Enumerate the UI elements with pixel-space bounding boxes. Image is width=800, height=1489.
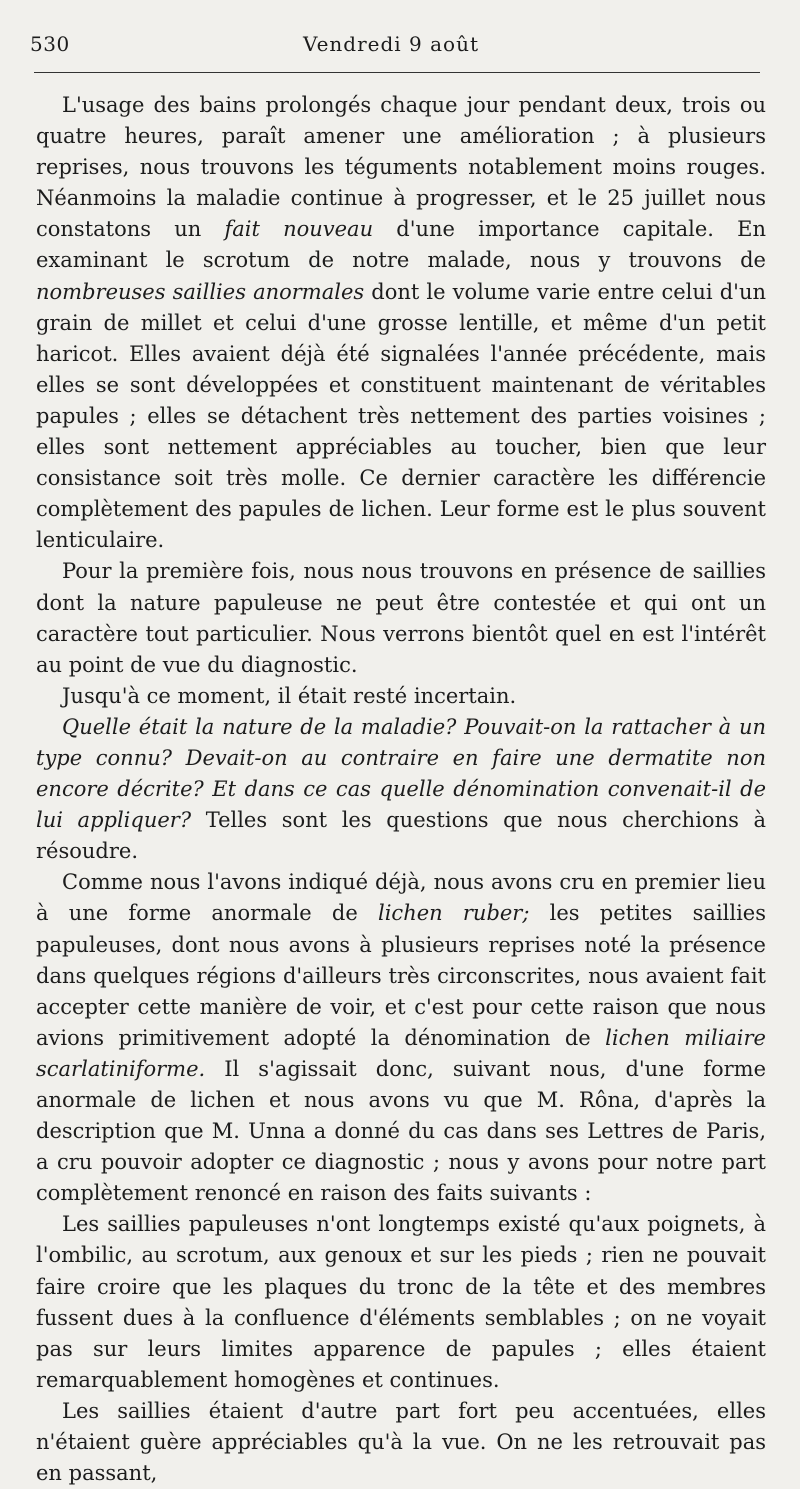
text-run: Jusqu'à ce moment, il était resté incertain.	[62, 683, 517, 708]
text-run: les petites saillies papuleuses, dont nous avons à plusieurs reprises noté la présence dans quelques régions d'ailleurs très circonscrites, nous avaient fait accepter cette manière de voir, et c'est pour cette raison que nous avions primitivement adopté la dénomination de	[36, 901, 767, 1050]
text-run: dont le volume varie entre celui d'un grain de millet et celui d'une grosse lentille, et même d'un petit haricot. Elles avaient déjà été signalées l'année précédente, mais elles se sont développées et constituent maintenant de véritables papules ; elles se détachent très nettement des parties voisines ; elles sont nettement appréciables au toucher, bien que leur consistance soit très molle. Ce dernier caractère les différencie complètement des papules de lichen. Leur forme est le plus souvent lenticulaire.	[36, 279, 766, 553]
emphasis: lichen miliaire scarlatiniforme.	[36, 1025, 766, 1081]
text-run: Pour la première fois, nous nous trouvons en présence de saillies dont la nature papuleuse ne peut être contestée et qui ont un caractère tout particulier. Nous verrons bientôt quel en est l'intérêt au point de vue du diagnostic.	[36, 559, 766, 677]
text-run: Il s'agissait donc, suivant nous, d'une forme anormale de lichen et nous avons vu que M. Rôna, d'après la description que M. Unna a donné du cas dans ses Lettres de Paris, a cru pouvoir adopter ce diagnostic ; nous y avons pour notre part complètement renoncé en raison des faits suivants :	[36, 1056, 766, 1206]
emphasis: Quelle était la nature de la maladie? Pouvait-on la rattacher à un type connu? Devait-on au contraire en faire une dermatite non encore décrite? Et dans ce cas quelle dénomination convenait-il de lui appliquer?	[36, 714, 766, 833]
paragraph-5	[36, 867, 766, 1209]
page-number: 530	[30, 32, 70, 56]
text-run: Les saillies étaient d'autre part fort peu accentuées, elles n'étaient guère appréciables qu'à la vue. On ne les retrouvait pas en passant,	[36, 1398, 766, 1486]
paragraph-6	[36, 1209, 766, 1396]
paragraph-1	[36, 90, 766, 556]
emphasis: nombreuses saillies anormales	[36, 279, 365, 304]
text-run: Comme nous l'avons indiqué déjà, nous avons cru en premier lieu à une forme anormale de	[36, 870, 766, 926]
header-rule	[34, 72, 760, 73]
emphasis: fait nouveau	[224, 217, 374, 242]
paragraph-2	[36, 556, 766, 680]
paragraph-3	[36, 681, 766, 712]
paragraph-7	[36, 1396, 766, 1489]
running-head: Vendredi 9 août	[302, 32, 480, 56]
emphasis: lichen ruber;	[378, 901, 530, 926]
text-run: L'usage des bains prolongés chaque jour pendant deux, trois ou quatre heures, paraît amener une amélioration ; à plusieurs reprises, nous trouvons les téguments notablement moins rouges. Néanmoins la maladie continue à progresser, et le 25 juillet nous constatons un	[36, 93, 766, 242]
text-run: Telles sont les questions que nous cherchions à résoudre.	[36, 808, 766, 864]
text-run: Les saillies papuleuses n'ont longtemps existé qu'aux poignets, à l'ombilic, au scrotum, aux genoux et sur les pieds ; rien ne pouvait faire croire que les plaques du tronc de la tête et des membres fussent dues à la confluence d'éléments semblables ; on ne voyait pas sur leurs limites apparence de papules ; elles étaient remarquablement homogènes et continues.	[36, 1212, 766, 1392]
body-text	[36, 90, 766, 1489]
paragraph-4	[36, 712, 766, 867]
page-header	[30, 30, 752, 66]
text-run: d'une importance capitale. En examinant le scrotum de notre malade, nous y trouvons de	[36, 217, 766, 273]
